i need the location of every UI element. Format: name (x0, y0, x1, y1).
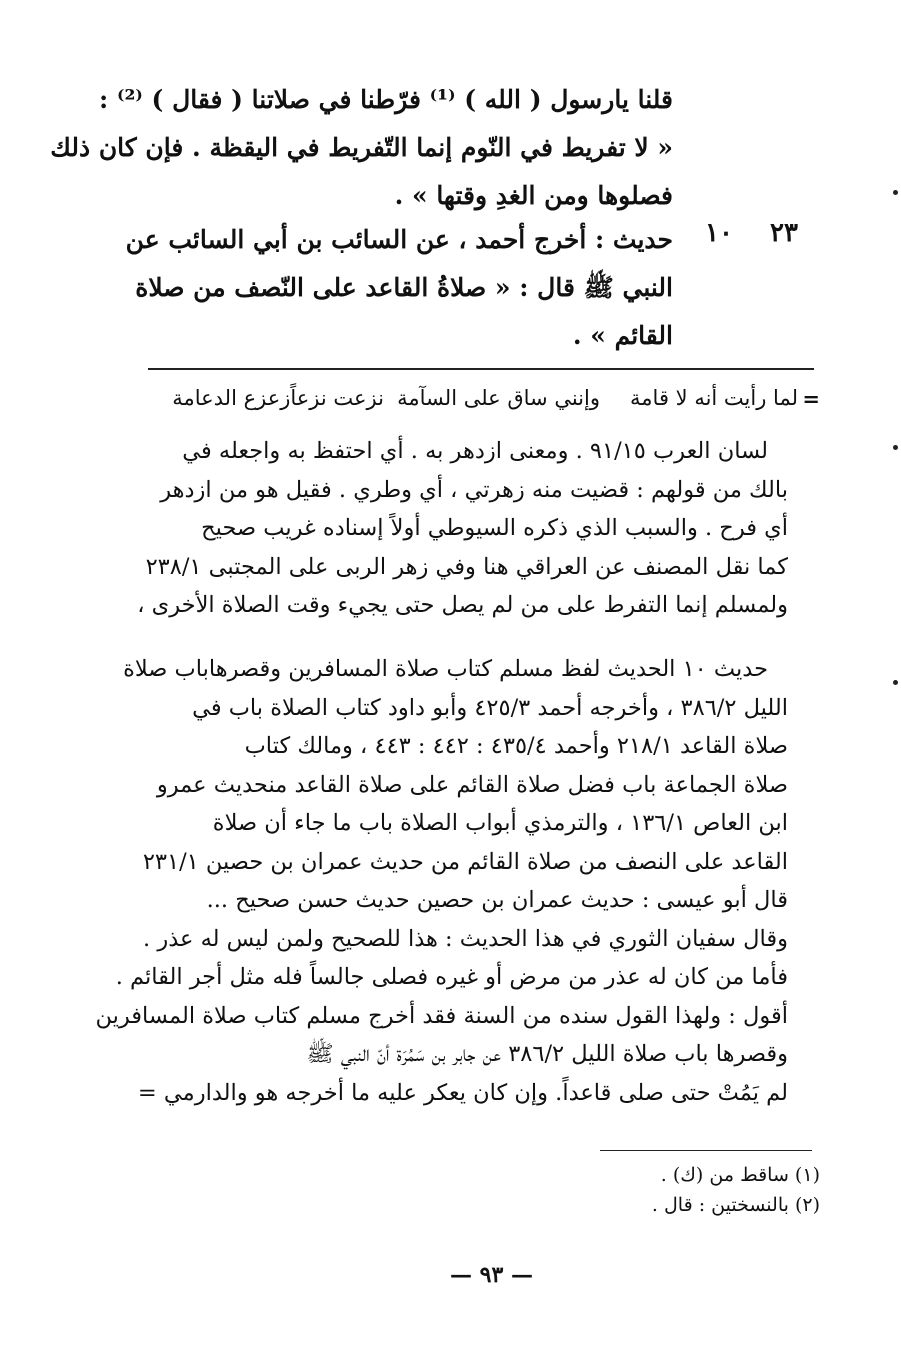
footnote: (١) ساقط من (ك) . (660, 1164, 820, 1186)
text-line: لم يَمُتْ حتى صلى قاعداً. وإن كان يعكر عليه ما أخرجه هو والدارمي = (137, 1079, 788, 1106)
text-line: فأما من كان له عذر من مرض أو غيره فصلى جالساً فله مثل أجر القائم . (115, 964, 788, 990)
margin-mark (893, 190, 898, 195)
poem-hemistich: لما رأيت أنه لا قامة (630, 386, 798, 410)
text-line: ولمسلم إنما التفرط على من لم يصل حتى يجيء وقت الصلاة الأخرى ، (137, 592, 788, 618)
text-line: بالك من قولهم : قضيت منه زهرتي ، أي وطري . فقيل هو من ازدهر (160, 476, 788, 503)
text-line: حديث ١٠ الحديث لفظ مسلم كتاب صلاة المسافرين وقصرهاباب صلاة (123, 656, 768, 682)
hadith-22-text (50, 76, 673, 220)
hadith-sub-number: ١٠ (705, 218, 733, 248)
text-line: قال أبو عيسى : حديث عمران بن حصين حديث حسن صحيح ... (206, 887, 788, 913)
footnote: (٢) بالنسختين : قال . (651, 1194, 820, 1216)
text-line: صلاة القاعد ٢١٨/١ وأحمد ٤٣٥/٤ : ٤٤٢ : ٤٤٣ ، ومالك كتاب (244, 733, 788, 759)
text-line: أي فرح . والسبب الذي ذكره السيوطي أولاً إسناده غريب صحيح (201, 515, 788, 541)
text-line: لسان العرب ٩١/١٥ . ومعنى ازدهر به . أي احتفظ به واجعله في (182, 438, 768, 464)
text-line: القاعد على النصف من صلاة القائم من حديث عمران بن حصين ٢٣١/١ (142, 848, 788, 875)
poem-hemistich: نزعت نزعاًزعزع الدعامة (172, 386, 384, 410)
commentary-paragraph (95, 650, 788, 1112)
hadith-23-text (125, 216, 673, 360)
poem-hemistich: وإنني ساق على السآمة (397, 386, 600, 410)
footnote-rule (600, 1150, 812, 1151)
hadith-number: ٢٣ (770, 218, 798, 248)
text-line: وقال سفيان الثوري في هذا الحديث : هذا للصحيح ولمن ليس له عذر . (143, 925, 788, 952)
text-line: صلاة الجماعة باب فضل صلاة القائم على صلاة القاعد منحديث عمرو (156, 771, 788, 798)
margin-mark (893, 680, 898, 685)
text-line: حديث : أخرج أحمد ، عن السائب بن أبي السائب عن (125, 225, 673, 254)
text-line: فصلوها ومن الغدِ وقتها » . (394, 181, 673, 210)
continuation-marker: = (802, 386, 820, 411)
text-line: كما نقل المصنف عن العراقي هنا وفي زهر الربى على المجتبى ٢٣٨/١ (145, 553, 788, 580)
text-line: أقول : ولهذا القول سنده من السنة فقد أخرج مسلم كتاب صلاة المسافرين (95, 1002, 788, 1029)
text-line: النبي ﷺ قال : « صلاةُ القاعد على النّصف من صلاة (135, 273, 673, 302)
text-line: « لا تفريط في النّوم إنما التّفريط في اليقظة . فإن كان ذلك (50, 133, 673, 162)
page-number: — ٩٣ — (450, 1262, 533, 1288)
text-line: وقصرها باب صلاة الليل ٣٨٦/٢ عن جابر بن سَمُرَة أنّ النبي ﷺ (306, 1041, 788, 1067)
text-line: الليل ٣٨٦/٢ ، وأخرجه أحمد ٤٢٥/٣ وأبو داود كتاب الصلاة باب في (192, 694, 788, 721)
commentary-paragraph (137, 432, 788, 625)
text-line: ابن العاص ١٣٦/١ ، والترمذي أبواب الصلاة باب ما جاء أن صلاة (212, 810, 788, 836)
margin-mark (893, 445, 898, 450)
separator-rule (148, 368, 814, 370)
footnotes (400, 1160, 820, 1220)
poem-line (150, 386, 820, 422)
text-line: قلنا يارسول ( الله ) ⁽¹⁾ فرّطنا في صلاتنا ( فقال ) ⁽²⁾ : (99, 85, 673, 114)
text-line: القائم » . (572, 321, 673, 350)
